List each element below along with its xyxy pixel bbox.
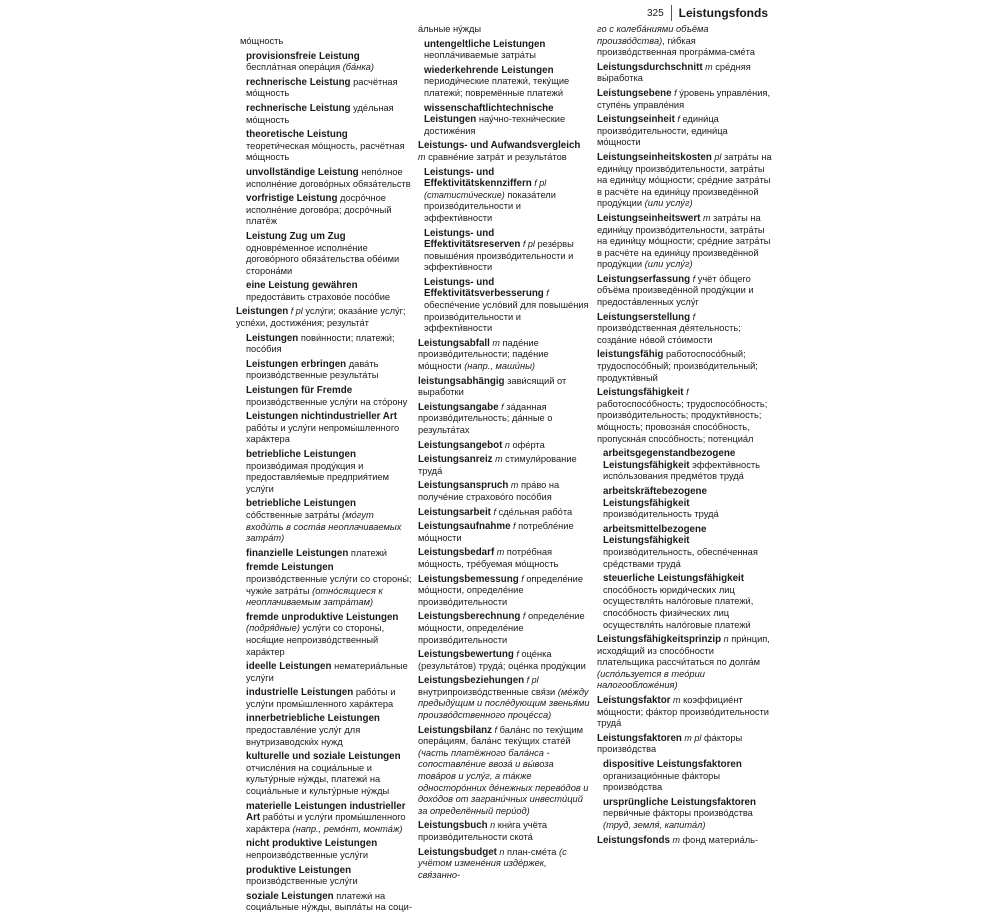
- entry-note: (труд, земля́, капита́л): [603, 820, 706, 830]
- entry-note: (с учётом измене́ния изде́ржек, свя́занно-: [418, 846, 567, 880]
- entry-translation: пови́нности; платежи́; посо́бия: [246, 332, 395, 355]
- dictionary-entry: [597, 486, 772, 521]
- entry-translation: определе́ние мо́щности, определе́ние произво́дительности: [418, 573, 584, 607]
- entry-grammar: m: [494, 547, 505, 558]
- dictionary-entry: [597, 152, 772, 210]
- dictionary-entry: [597, 213, 772, 271]
- dictionary-entry: [418, 454, 590, 477]
- entry-headword: dispositive Leistungsfaktoren: [603, 759, 742, 771]
- entry-headword: rechnerische Leistung: [246, 102, 351, 114]
- entry-headword: arbeitskräftebezogene Leistungsfähigkeit: [603, 485, 707, 509]
- dictionary-entry: [240, 449, 412, 495]
- entry-translation: едини́ца произво́дительности, едини́ца мо́щности: [597, 114, 728, 148]
- dictionary-entry: [418, 167, 590, 225]
- entry-translation: отчисле́ния на социа́льные и культу́рные ну́жды, платежи́ на социа́льные и культу́рные ну́жды: [246, 762, 390, 797]
- dictionary-entry: [418, 402, 590, 437]
- dictionary-entry: [597, 114, 772, 149]
- entry-translation: потребле́ние мо́щности: [418, 521, 574, 543]
- entry-translation: со́бственные затра́ты: [246, 509, 343, 520]
- dictionary-entry: [240, 193, 412, 228]
- dictionary-entry: [597, 62, 772, 85]
- entry-translation: сде́льная рабо́та: [495, 506, 573, 517]
- entry-translation: периоди́ческие платежи́, теку́щие платежи́; повремённые платежи́: [424, 76, 570, 98]
- entry-headword: Leistungsbuch: [418, 820, 488, 832]
- running-title: Leistungsfonds: [678, 6, 768, 20]
- entry-note: (испо́льзуется в тео́рии налогообложе́ния): [597, 668, 705, 691]
- dictionary-entry: [597, 349, 772, 384]
- entry-translation: паде́ние произво́дительности; паде́ние мо́щности: [418, 337, 549, 372]
- dictionary-entry: [418, 39, 590, 62]
- entry-grammar: f: [671, 87, 677, 98]
- entry-translation: произво́дственные услу́ги со стороны́; чужи́е затра́ты: [246, 573, 412, 596]
- entry-grammar: f pl: [520, 239, 535, 250]
- entry-grammar: n: [487, 820, 496, 831]
- entry-headword: Leistungs- und Effektivitätskennziffern: [424, 166, 532, 190]
- entry-headword: fremde Leistungen: [246, 562, 334, 574]
- dictionary-entry: [597, 695, 772, 730]
- page-number: 325: [646, 7, 664, 19]
- dictionary-entry: [418, 547, 590, 570]
- entry-translation: непроизво́дственные услу́ги: [246, 850, 369, 860]
- dictionary-entry: [240, 865, 412, 888]
- entry-grammar: f: [520, 611, 526, 622]
- entry-note: (ба́нка): [342, 62, 374, 73]
- entry-grammar: f pl: [524, 675, 539, 686]
- entry-headword: Leistungen erbringen: [246, 358, 347, 370]
- entry-headword: Leistungsfonds: [597, 834, 670, 846]
- dictionary-entry: [418, 649, 590, 672]
- dictionary-entry: [418, 521, 590, 544]
- entry-translation: произво́дственные услу́ги: [246, 876, 358, 887]
- entry-headword: arbeitsgegenstandbezogene Leistungsfähigkeit: [603, 448, 736, 471]
- entry-note: (часть платёжного бала́нса - сопоставле́ние ввоза́ и вы́воза това́ров и услу́г, а та́кже односторо́нних де́нежных перево́дов и дохо́дов от заграни́чных инвести́ций за определённый пери́од): [418, 747, 589, 816]
- dictionary-entry: [240, 103, 412, 126]
- entry-translation: рабо́ты и услу́ги промы́шленного хара́ктера: [246, 812, 406, 834]
- entry-translation: у́ровень управле́ния, ступе́нь управле́ния: [597, 87, 771, 110]
- entry-translation: дава́ть произво́дственные результа́ты: [246, 358, 379, 381]
- entry-translation: произво́дственные услу́ги на сто́рону: [246, 396, 408, 407]
- entry-grammar: m: [670, 695, 681, 706]
- entry-translation: пра́во на получе́ние страхово́го посо́бия: [418, 480, 560, 502]
- entry-translation: стимули́рование труда́: [418, 454, 577, 476]
- dictionary-entry: [240, 751, 412, 797]
- entry-translation: произво́дительность, обеспе́ченная сре́дствами труда́: [603, 546, 758, 569]
- entry-headword: untengeltliche Leistungen: [424, 38, 546, 50]
- entry-headword: steuerliche Leistungsfähigkeit: [603, 573, 745, 585]
- entry-note: (напр., маши́ны): [464, 361, 536, 372]
- entry-headword: Leistungsbemessung: [418, 573, 519, 585]
- entry-translation: , ги́бкая произво́дственная програ́мма-сме́та: [597, 35, 755, 58]
- entry-headword: Leistungsfaktoren: [597, 732, 682, 744]
- entry-headword: produktive Leistungen: [246, 864, 352, 876]
- entry-translation: платежи́ на социа́льные ну́жды, выпла́ты на соци-: [246, 890, 412, 913]
- entry-translation: уде́льная мо́щность: [246, 102, 394, 125]
- entry-note: (отно́сящиеся к неоплачиваемым затра́там): [246, 585, 383, 608]
- entry-headword: Leistungsfaktor: [597, 695, 671, 707]
- entry-translation: фонд материа́ль-: [679, 834, 759, 845]
- entry-translation: фа́кторы произво́дства: [597, 732, 743, 755]
- entry-headword: soziale Leistungen: [246, 890, 334, 902]
- entry-headword: Leistungen: [236, 306, 289, 318]
- entry-headword: wissenschaftlichtechnische Leistungen: [424, 102, 554, 126]
- entry-translation: услу́ги; оказа́ние услу́г; успе́хи, достиже́ния; результа́т: [236, 306, 406, 329]
- dictionary-entry: [597, 797, 772, 832]
- dictionary-entry: [240, 51, 412, 74]
- entry-headword: Leistungsfähigkeitsprinzip: [597, 634, 722, 646]
- entry-translation: коэффицие́нт мо́щности; фа́ктор произво́дительности труда́: [597, 695, 769, 729]
- dictionary-entry: [418, 507, 590, 519]
- entry-translation: непо́лное исполне́ние догово́рных обяза́тельств: [246, 166, 411, 189]
- dictionary-entry: [240, 280, 412, 303]
- entry-translation: досро́чное исполне́ние догово́ра; досро́чный платёж: [246, 193, 392, 227]
- dictionary-entry: [240, 661, 412, 684]
- entry-translation: внутрипроизво́дственные свя́зи: [418, 686, 558, 697]
- entry-headword: Leistungseinheit: [597, 114, 675, 126]
- dictionary-entry: [240, 129, 412, 164]
- entry-headword: Leistungsangebot: [418, 439, 503, 451]
- entry-headword: Leistungsangabe: [418, 401, 499, 413]
- entry-headword: Leistungsbudget: [418, 846, 497, 858]
- entry-grammar: f: [683, 387, 689, 398]
- column-1: [236, 36, 412, 913]
- entry-headword: Leistungsanspruch: [418, 480, 509, 492]
- entry-translation-cont: услу́ги со стороны́, нося́щие непроизво́дственный хара́ктер: [246, 623, 385, 657]
- entry-grammar: m: [418, 151, 426, 162]
- entry-grammar: f: [498, 401, 504, 412]
- entry-grammar: f pl (статисти́ческие): [424, 178, 547, 200]
- entry-headword: Leistungen für Fremde: [246, 385, 353, 397]
- dictionary-entry: [597, 733, 772, 756]
- entry-grammar: m: [489, 337, 500, 348]
- entry-note: (мо́гут входи́ть в соста́в неоплачиваемых затра́т): [246, 509, 402, 544]
- entry-headword: leistungsfähig: [597, 349, 664, 361]
- entry-headword: kulturelle und soziale Leistungen: [246, 751, 401, 763]
- entry-grammar: m: [508, 480, 519, 491]
- entry-headword: Leistungsarbeit: [418, 506, 491, 518]
- entry-translation: оце́нка (результа́тов) труда́; оце́нка проду́кции: [418, 649, 586, 671]
- entry-translation: резе́рвы повыше́ния произво́дительности и эффекти́вности: [424, 239, 574, 273]
- dictionary-entry: [418, 725, 590, 818]
- entry-headword: arbeitsmittelbezogene Leistungsfähigkeit: [603, 523, 707, 547]
- entry-translation: затра́ты на едини́цу произво́дительности, затра́ты на едини́цу мо́щности; сре́дние затра́ты в расчёте на едини́цу произведённой проду́кции: [597, 212, 771, 270]
- entry-grammar: f: [492, 724, 498, 735]
- entry-grammar: f: [490, 506, 496, 517]
- entry-headword: Leistungsfähigkeit: [597, 387, 684, 399]
- entry-translation: кни́га учёта произво́дительности скота́: [418, 820, 548, 842]
- dictionary-entry: [597, 88, 772, 111]
- entry-headword: Leistungseinheitswert: [597, 212, 701, 224]
- dictionary-entry: [418, 847, 590, 882]
- dictionary-entry: [240, 687, 412, 710]
- dictionary-entry: [418, 24, 590, 36]
- dictionary-entry: [240, 891, 412, 914]
- entry-translation: нау́чно-техни́ческие достиже́ния: [424, 114, 566, 136]
- entry-translation: рабо́ты и услу́ги промы́шленного хара́ктера: [246, 687, 396, 709]
- dictionary-entry: [597, 24, 772, 59]
- dictionary-entry: [418, 65, 590, 100]
- dictionary-entry: [597, 634, 772, 692]
- entry-grammar: m: [702, 61, 713, 72]
- entry-headword: Leistungen nichtindustrieller Art: [246, 411, 397, 423]
- entry-translation: обеспе́чение усло́вий для повыше́ния произво́дительности и эффекти́вности: [424, 300, 589, 334]
- entry-headword: ursprüngliche Leistungsfaktoren: [603, 796, 756, 808]
- dictionary-entry: [597, 573, 772, 631]
- dictionary-entry: [240, 231, 412, 277]
- entry-translation: работоспосо́бность; трудоспосо́бность; произво́дительность; продукти́вность; мо́щность; провозна́я спосо́бность, пропускна́я спосо́бность; потенциа́л: [597, 398, 768, 444]
- dictionary-entry: [240, 713, 412, 748]
- entry-translation: платежи́: [348, 547, 387, 558]
- entry-translation: эффекти́вность испо́льзования предме́тов труда́: [603, 459, 760, 482]
- entry-headword: fremde unproduktive Leistungen: [246, 611, 399, 623]
- entry-headword: Leistungs- und Effektivitätsreserven: [424, 227, 521, 251]
- entry-translation: произво́дственная де́ятельность; созда́ние но́вой сто́имости: [597, 323, 741, 345]
- entry-translation: беспла́тная опера́ция: [246, 62, 343, 73]
- entry-grammar: f: [690, 273, 696, 284]
- entry-translation: за́данная произво́дительность; да́нные о результа́тах: [418, 401, 553, 435]
- entry-translation: предоставле́ние услу́г для внутризаводски́х нужд: [246, 725, 361, 747]
- dictionary-entry: [240, 333, 412, 356]
- entry-grammar: n: [502, 439, 510, 450]
- entry-translation: произво́димая проду́кция и предоставля́емые предприя́тием услу́ги: [246, 460, 389, 494]
- dictionary-entry: [597, 312, 772, 347]
- running-header: [647, 4, 768, 22]
- entry-headword: eine Leistung gewähren: [246, 280, 358, 292]
- entry-grammar: m: [492, 454, 503, 465]
- entry-headword: finanzielle Leistungen: [246, 547, 349, 559]
- entry-translation: сравне́ние затра́т и результа́тов: [425, 151, 567, 162]
- dictionary-entry: [240, 562, 412, 608]
- entry-note: (напр., ремо́нт, монта́ж): [292, 823, 403, 834]
- entry-headword: theoretische Leistung: [246, 129, 348, 141]
- entry-translation: работоспосо́бный; трудоспосо́бный; произво́дительный; продукти́вный: [597, 349, 758, 383]
- dictionary-entry: [240, 838, 412, 861]
- entry-grammar: pl: [711, 151, 722, 162]
- entry-note: (ме́жду предыду́щим и после́дующим звенья́ми произво́дственного проце́сса): [418, 686, 590, 721]
- entry-grammar: f: [510, 521, 516, 532]
- entry-headword: Leistungen: [246, 332, 299, 344]
- dictionary-entry: [597, 274, 772, 309]
- entry-headword: Leistung Zug um Zug: [246, 230, 346, 242]
- dictionary-entry: [597, 387, 772, 445]
- entry-headword: ideelle Leistungen: [246, 661, 332, 673]
- entry-headword: betriebliche Leistungen: [246, 498, 356, 510]
- entry-note: (или услу́г): [644, 198, 693, 209]
- entry-translation: мо́щность: [240, 36, 284, 46]
- entry-note: (подря́дные): [246, 623, 300, 634]
- entry-translation: расчётная мо́щность: [246, 76, 398, 99]
- dictionary-entry: [597, 524, 772, 570]
- dictionary-entry: [418, 820, 590, 843]
- entry-grammar: m: [700, 212, 711, 223]
- dictionary-entry: [597, 448, 772, 483]
- entry-translation: произво́дительность труда́: [603, 509, 719, 520]
- entry-translation: теорети́ческая мо́щность, расчётная мо́щность: [246, 140, 405, 163]
- dictionary-entry: [240, 385, 412, 408]
- entry-translation: офе́рта: [509, 439, 545, 450]
- entry-translation: спосо́бность юриди́ческих лиц осуществля́ть нало́говые платежи́, спосо́бность физи́ческих лиц осуществля́ть нало́говые платежи́: [603, 584, 754, 630]
- entry-headword: Leistungsabfall: [418, 337, 490, 349]
- dictionary-entry: [236, 306, 412, 329]
- dictionary-entry: [418, 480, 590, 503]
- entry-grammar: f: [543, 288, 549, 299]
- entry-headword: betriebliche Leistungen: [246, 449, 356, 460]
- entry-headword: Leistungsbeziehungen: [418, 675, 525, 687]
- entry-grammar: m: [669, 834, 680, 845]
- entry-headword: Leistungserstellung: [597, 311, 691, 323]
- entry-translation: показа́тели произво́дительности и эффекти́вности: [424, 189, 556, 223]
- dictionary-entry: [418, 376, 590, 399]
- entry-headword: Leistungsaufnahme: [418, 521, 511, 533]
- entry-headword: Leistungsdurchschnitt: [597, 61, 703, 73]
- entry-headword: vorfristige Leistung: [246, 193, 338, 205]
- dictionary-entry: [418, 103, 590, 138]
- dictionary-entry: [418, 675, 590, 721]
- entry-translation: при́нцип, исходя́щий из спосо́бности плательщика рассчи́таться по долга́м: [597, 634, 770, 668]
- dictionary-entry: [240, 411, 412, 446]
- entry-translation: план-сме́та: [504, 846, 559, 857]
- entry-headword: industrielle Leistungen: [246, 687, 354, 699]
- entry-grammar: f pl: [288, 306, 303, 317]
- entry-headword: wiederkehrende Leistungen: [424, 64, 554, 76]
- entry-headword: rechnerische Leistung: [246, 76, 351, 88]
- entry-translation: сре́дняя вы́работка: [597, 61, 751, 84]
- dictionary-entry: [240, 359, 412, 382]
- entry-headword: Leistungsbewertung: [418, 649, 514, 661]
- entry-translation: организацио́нные фа́кторы произво́дства: [603, 770, 721, 793]
- dictionary-entry: [240, 612, 412, 658]
- dictionary-entry: [418, 277, 590, 335]
- entry-headword: materielle Leistungen industrieller Art: [246, 800, 406, 824]
- column-2: [418, 24, 590, 880]
- entry-translation: нематериа́льные услу́ги: [246, 661, 408, 683]
- entry-translation: определе́ние мо́щности, определе́ние произво́дительности: [418, 611, 585, 645]
- dictionary-entry: [418, 228, 590, 274]
- dictionary-entry: [597, 759, 772, 794]
- dictionary-entry: [240, 36, 412, 48]
- entry-grammar: f: [518, 573, 524, 584]
- entry-translation: а́льные ну́жды: [418, 24, 482, 34]
- entry-headword: Leistungs- und Effektivitätsverbesserung: [424, 276, 544, 300]
- dictionary-entry: [418, 574, 590, 609]
- entry-grammar: n: [496, 846, 505, 857]
- entry-translation: учёт о́бщего объёма произведённой проду́кции и предоста́вленных услу́г: [597, 273, 754, 308]
- dictionary-entry: [418, 440, 590, 452]
- entry-grammar: f: [513, 649, 519, 660]
- entry-headword: Leistungseinheitskosten: [597, 151, 712, 163]
- entry-note: (или услу́г): [644, 259, 693, 270]
- dictionary-entry: [240, 498, 412, 544]
- column-3: [597, 24, 772, 846]
- entry-headword: Leistungsbilanz: [418, 724, 493, 736]
- entry-translation: затра́ты на едини́цу произво́дительности, затра́ты на едини́цу мо́щности; сре́дние затра́ты в расчёте на едини́цу произведённой проду́кции: [597, 151, 772, 209]
- entry-headword: nicht produktive Leistungen: [246, 838, 378, 850]
- entry-headword: provisionsfreie Leistung: [246, 50, 360, 62]
- entry-translation: одновре́менное исполне́ние догово́рного обяза́тельства обе́ими сторона́ми: [246, 242, 400, 276]
- entry-translation: зави́сящий от выраб́отки: [418, 375, 567, 398]
- entry-grammar: m pl: [681, 732, 702, 743]
- dictionary-entry: [240, 548, 412, 560]
- entry-headword: Leistungsebene: [597, 87, 672, 99]
- entry-headword: leistungsabhängig: [418, 375, 505, 387]
- dictionary-entry: [240, 167, 412, 190]
- entry-translation: неопла́чиваемые затра́ты: [424, 50, 536, 61]
- entry-translation: предоста́вить страхово́е посо́бие: [246, 291, 391, 302]
- entry-note: го с колеба́ниями объёма произво́дства): [597, 24, 709, 46]
- entry-translation: рабо́ты и услу́ги непромы́шленного хара́ктера: [246, 422, 400, 445]
- entry-translation: перви́чные фа́кторы произво́дства: [603, 808, 753, 819]
- dictionary-entry: [418, 338, 590, 373]
- entry-grammar: f: [674, 114, 680, 125]
- dictionary-entry: [418, 140, 590, 163]
- entry-headword: innerbetriebliche Leistungen: [246, 713, 380, 725]
- entry-translation: бала́нс по теку́щим опера́циям, бала́нс теку́щих стате́й: [418, 724, 584, 747]
- entry-headword: Leistungsbedarf: [418, 547, 495, 559]
- entry-headword: unvollständige Leistung: [246, 166, 359, 178]
- dictionary-entry: [240, 77, 412, 100]
- entry-headword: Leistungsberechnung: [418, 611, 521, 623]
- dictionary-entry: [240, 801, 412, 836]
- entry-grammar: f: [690, 311, 696, 322]
- entry-headword: Leistungsanreiz: [418, 454, 493, 466]
- dictionary-entry: [597, 835, 772, 847]
- entry-translation: потре́бная мо́щность, тре́буемая мо́щность: [418, 547, 559, 569]
- entry-headword: Leistungserfassung: [597, 273, 691, 285]
- entry-headword: Leistungs- und Aufwandsvergleich: [418, 140, 581, 152]
- dictionary-entry: [418, 611, 590, 646]
- entry-grammar: n: [721, 634, 729, 645]
